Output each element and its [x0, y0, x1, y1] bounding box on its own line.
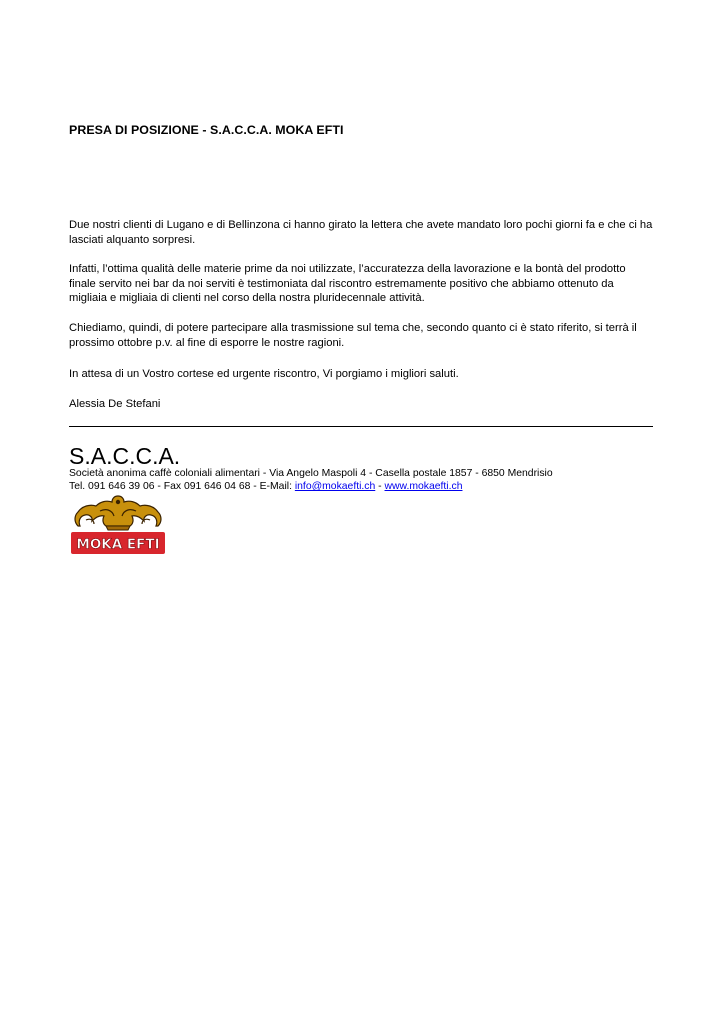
company-address: Società anonima caffè coloniali alimentari - Via Angelo Maspoli 4 - Casella postale 1857 - 6850 Mendrisio: [69, 468, 553, 479]
paragraph-3: Chiediamo, quindi, di potere partecipare alla trasmissione sul tema che, secondo quanto ci è stato riferito, si terrà il prossimo ottobre p.v. al fine di esporre le nostre ragioni.: [69, 322, 637, 349]
website-link[interactable]: www.mokaefti.ch: [384, 481, 463, 492]
company-name: S.A.C.C.A.: [69, 443, 181, 469]
paragraph-1: Due nostri clienti di Lugano e di Bellinzona ci hanno girato la lettera che avete mandato loro pochi giorni fa e che ci ha lasciati alquanto sorpresi.: [69, 219, 653, 246]
contact-phone-fax: Tel. 091 646 39 06 - Fax 091 646 04 68 - E-Mail:: [69, 481, 295, 492]
divider-line: [69, 426, 653, 427]
paragraph-4: In attesa di un Vostro cortese ed urgente riscontro, Vi porgiamo i migliori saluti.: [69, 368, 459, 380]
email-link[interactable]: info@mokaefti.ch: [294, 481, 376, 492]
document-title: PRESA DI POSIZIONE - S.A.C.C.A. MOKA EFTI: [69, 123, 344, 137]
contact-separator: -: [375, 481, 385, 492]
company-contacts: [69, 480, 462, 493]
moka-efti-logo: [70, 494, 166, 556]
signer-name: Alessia De Stefani: [69, 398, 161, 410]
paragraph-2: Infatti, l’ottima qualità delle materie prime da noi utilizzate, l’accuratezza della lavorazione e la bontà del prodotto finale servito nei bar da noi serviti è testimoniata dal riscontro estremamente positivo che abbiamo ottenuto da migliaia e migliaia di clienti nel corso della nostra pluridecennale attività.: [69, 263, 626, 304]
moka-efti-crown-icon: [75, 496, 161, 530]
logo-text: MOKA EFTI: [76, 536, 160, 553]
